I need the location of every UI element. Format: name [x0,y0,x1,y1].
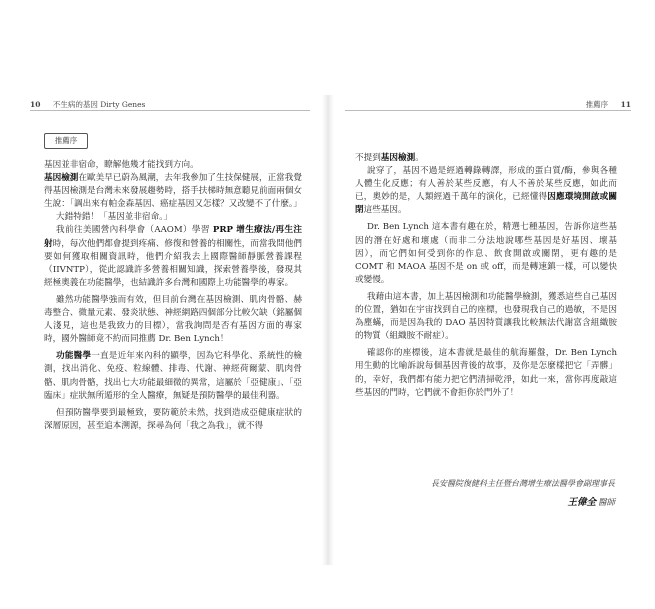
left-page-number: 10 [30,100,41,109]
right-page-number: 11 [620,100,631,109]
left-page-body [44,159,302,433]
signature-block [567,494,615,508]
book-gutter [322,95,334,565]
left-paragraph-6: 功能醫學一直是近年來內科的顯學，因為它科學化、系統性的檢測，找出消化、免疫、粒線體、排毒、代謝、神經荷爾蒙、肌肉骨骼、肌肉骨骼，找出七大功能最細微的異常，這屬於「亞健康」、「亞臨床」症狀無所遁形的全人醫療，無疑是預防醫學的最佳利器。 [44,351,302,401]
right-paragraph-2: 說穿了，基因不過是經過轉錄轉譯，形成的蛋白質/酶，參與各種人體生化反應；有人善於某些反應，有人不善於某些反應，如此而已，奧妙的是，人類經過千萬年的演化，已經懂得因應環境開啟或關閉這些基因。 [355,166,617,216]
left-paragraph-4-bold: PRP 增生療法/再生注射 [44,225,302,249]
left-paragraph-5: 雖然功能醫學強而有效，但目前台灣在基因檢測、肌肉骨骼、赫毒整合、微量元素、發炎狀態、神經網路四個部分比較欠缺（銘屬個人淺見，這也是我致力的目標），當我詢問是否有基因方面的專家時，國外醫師竟不約而同推薦 Dr. Ben Lynch！ [44,294,302,345]
left-header-divider [30,110,310,111]
left-paragraph-2: 基因檢測在歐美早已蔚為風潮，去年我參加了生技保健展，正當我覺得基因檢測是台灣未來發展趨勢時，搭手扶梯時無意聽見前面兩個女生說：「調出來有帕金森基因、癌症基因又怎樣？又改變不了什麼。」 [44,173,302,210]
left-paragraph-1: 基因並非宿命，瞭解他幾才能找到方向。 [44,160,199,170]
right-paragraph-1: 不提到基因檢測。 [355,153,424,163]
right-paragraph-3: Dr. Ben Lynch 這本書有趣在於，精選七種基因，告訴你這些基因的潛在好處和壞處（而非二分法地說哪些基因是好基因、壞基因），而它們如何受到你的作息、飲食開啟或關閉，更有趣的是 COMT 和 MAOA 基因不是 on 或 off，而是轉速鎮一樣，可以變快或變慢。 [355,222,617,285]
right-paragraph-2-bold: 因應環境開啟或關閉 [355,192,617,216]
left-paragraph-3: 大錯特錯！「基因並非宿命。」 [56,212,173,223]
right-paragraph-5: 確認你的座標後，這本書就是最佳的航海羅盤，Dr. Ben Lynch 用生動的比喻訴說每個基因背後的故事，及你是怎麼樣把它「弄髒」的，幸好，我們都有能力把它們清掃乾淨，如此一來，當你再度敲這些基因的門時，它們就不會拒你於門外了！ [355,348,617,398]
right-paragraph-1-bold: 基因檢測 [380,153,416,163]
signature-name: 王偉全 [567,497,596,508]
right-page-header [586,99,631,110]
left-page-running-title: 不生病的基因 Dirty Genes [52,100,146,109]
left-paragraph-6-bold: 功能醫學 [56,351,92,362]
left-paragraph-2-bold: 基因檢測 [44,173,79,184]
right-paragraph-4: 我藉由這本書，加上基因檢測和功能醫學檢測，獲悉這些自己基因的位置，猶如在宇宙找到自己的座標，也發現我自己的過敏，不是因為塵蟎，而是因為我的 DAO 基因特質讓我比較無法代謝富含組織胺的物質（組織胺不耐症）。 [355,291,617,342]
signature-title: 醫師 [597,498,615,508]
right-header-divider [345,110,631,111]
left-page-header [30,99,145,110]
left-paragraph-4: 我前往美國營內科學會（AAOM）學習 PRP 增生療法/再生注射時，每次他們都會提到疼痛、修復和營養的相關性，而當我問他們要如何獲取相關資訊時，他們介紹我去上國際醫師靜脈營養課程（IIVNTP），從此認識許多營養相關知識，探索營養學後，發現其經極奧義在功能醫學，也結識許多台灣和國際上功能醫學的專家。 [44,225,302,288]
right-page-body [355,152,617,400]
signature-affiliation: 長安醫院復健科主任暨台灣增生療法醫學會副理事長 [431,479,615,488]
section-tag: 推薦序 [44,133,88,149]
right-page-running-title: 推薦序 [585,100,609,109]
left-paragraph-7: 但預防醫學要到最極致，要防範於未然，找到造成亞健康症狀的深層原因，甚至追本溯源，探尋為何「我之為我」，就不得 [44,407,302,431]
